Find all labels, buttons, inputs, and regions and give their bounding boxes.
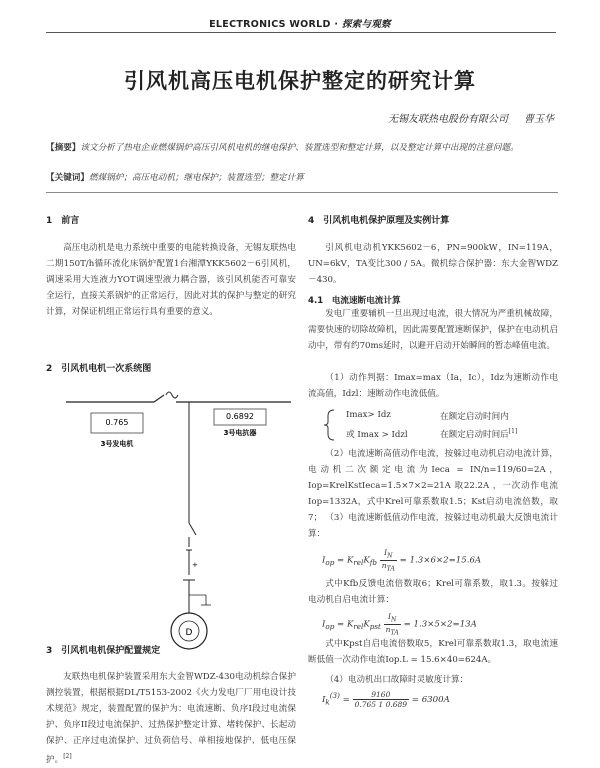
case-a-description: 在额定启动时间内 <box>440 412 509 422</box>
case-a-condition: Imax> Idz <box>346 410 391 420</box>
gen-label: 3号发电机 <box>100 440 134 448</box>
tie-switch <box>154 395 164 402</box>
formula-1: $I_{op} = K_{rel}K_{fb}$ $\frac{I_N}{n_{TA}}$ = 1.3×6×2=15.6A <box>322 548 482 572</box>
gen-value: 0.765 <box>105 418 129 427</box>
author-name: 曹玉华 <box>524 114 554 125</box>
single-line-diagram <box>46 385 296 685</box>
formula-2-result: = 1.3×5×2=13A <box>403 619 477 630</box>
formula-3-numerator: 9160 <box>353 690 409 700</box>
keywords <box>46 171 558 185</box>
case-b-description-wrap <box>440 428 517 440</box>
section-3-title: 3 引风机电机保护配置规定 <box>46 646 161 656</box>
author-line <box>388 110 554 125</box>
case-brace <box>322 408 336 442</box>
abstract <box>46 141 558 155</box>
intro-paragraph: 高压电动机是电力系统中重要的电能转换设备，无锡友联热电二期150T/h循环流化床锅炉配置1台湘潭YKK5602－6引风机，调速采用大连液力YOT调速型液力耦合器，该引风机能否可靠安全运行，直接关系锅炉的正常运行，因此对其的保护与整定的研究计算，对保证机组正常运行具有重要的意义。 <box>46 243 296 317</box>
formula-2: $I_{op} = K_{rel}K_{pst}$ $\frac{I_N}{n_{TA}}$ = 1.3×5×2=13A <box>322 612 477 636</box>
abstract-label: 【摘要】 <box>46 143 81 153</box>
journal-column: 探索与观察 <box>341 19 391 30</box>
item-1: （1）动作判据：Imax=max（Ia，Ic），Idz为速断动作电流高值，Idzl：速断动作电流低值。 <box>308 373 558 399</box>
formula-1-result: = 1.3×6×2=15.6A <box>399 555 482 566</box>
formula-3-result: = 6300A <box>411 695 450 705</box>
item-3: （3）电流速断低值动作电流，按躲过电动机最大反馈电流计算： <box>308 513 558 539</box>
abstract-rule <box>46 192 558 193</box>
reactor-label: 3号电抗器 <box>223 429 257 437</box>
journal-name: ELECTRONICS WORLD <box>209 19 331 30</box>
section-4-intro: 引风机电动机YKK5602－6，PN=900kW，IN=119A，UN=6kV，TA变比300 / 5A。微机综合保护器：东大金智WDZ－430。 <box>308 243 558 285</box>
case-b-ref: [1] <box>508 428 518 436</box>
formula-3: $I_k^{(3)}$ = $\frac{9160}{0.765 1 0.689}$ = 6300A <box>322 690 450 709</box>
item-3b: 式中Kfb反馈电流倍数取6；Krel可靠系数，取1.3。按躲过电动机自启电流计算： <box>308 579 558 605</box>
item-2: （2）电流速断高值动作电流，按躲过电动机启动电流计算，电动机二次额定电流为Ieca = IN/n=119/60=2A，Iop=KrelKstIeca=1.5×7×2=21A 取22.2A ，一次动作电流Iop=1332A，式中Krel可靠系数取1.5；Kst启动电流倍数，取7； <box>308 449 558 523</box>
affiliation: 无锡友联热电股份有限公司 <box>388 114 508 125</box>
section-4-title: 4 引风机电机保护原理及实例计算 <box>308 216 450 226</box>
section-4-1-paragraph: 发电厂重要辅机一旦出现过电流，很大情况为严重机械故障，需要快速的切除故障机，因此需要配置速断保护，保护在电动机启动中，带有约70ms延时，以避开启动开始瞬间的暂态峰值电流。 <box>308 309 558 351</box>
breaker <box>189 523 196 535</box>
item-3c: 式中Kpst自启电流倍数取5，Krel可靠系数取1.3，取电流速断低值一次动作电流Iop.L = 15.6×40=624A。 <box>308 639 558 665</box>
section-2-title: 2 引风机电机一次系统图 <box>46 364 152 374</box>
tie-link <box>166 392 178 398</box>
paper-title: 引风机高压电机保护整定的研究计算 <box>124 68 476 93</box>
formula-3-denominator: 0.765 1 0.689 <box>354 700 408 709</box>
formula-2-fraction: $\frac{I_N}{n_{TA}}$ <box>385 612 399 636</box>
formula-3-fraction <box>353 690 409 709</box>
journal-sep: · <box>330 19 342 30</box>
header-rule <box>46 32 556 33</box>
ct-mark: + <box>192 561 198 569</box>
section-3-ref: [2] <box>63 753 72 760</box>
running-head <box>0 16 600 30</box>
abstract-text: 该文分析了热电企业燃煤锅炉高压引风机电机的继电保护、装置选型和整定计算，以及整定计算中出现的注意问题。 <box>80 143 519 153</box>
motor-letter: D <box>185 628 193 638</box>
reactor-value: 0.6892 <box>226 412 254 421</box>
section-3-paragraph <box>46 669 296 768</box>
section-4-1-title: 4.1 电流速断电流计算 <box>308 296 401 306</box>
item-4: （4）电动机出口故障时灵敏度计算： <box>325 675 469 685</box>
section-1-title: 1 前言 <box>46 216 80 226</box>
formula-1-fraction: $\frac{I_N}{n_{TA}}$ <box>381 548 395 572</box>
section-3-text: 友联热电机保护装置采用东大金智WDZ-430电动机综合保护测控装置，根据根据DL/T5153-2002《火力发电厂厂用电设计技术规范》规定，装置配置的保护为：电流速断、负序I段过电流保护、负序II段过电流保护、过热保护整定计算、堵转保护、长起动保护、正序过电流保护、过负荷信号、单相接地保护、低电压保护。 <box>46 672 296 765</box>
case-b-condition: 或 Imax > Idzl <box>346 430 408 440</box>
keywords-text: 燃煤锅炉；高压电动机；继电保护；装置选型；整定计算 <box>88 173 304 183</box>
keywords-label: 【关键词】 <box>46 173 89 183</box>
case-b-description: 在额定启动时间后 <box>440 430 509 440</box>
